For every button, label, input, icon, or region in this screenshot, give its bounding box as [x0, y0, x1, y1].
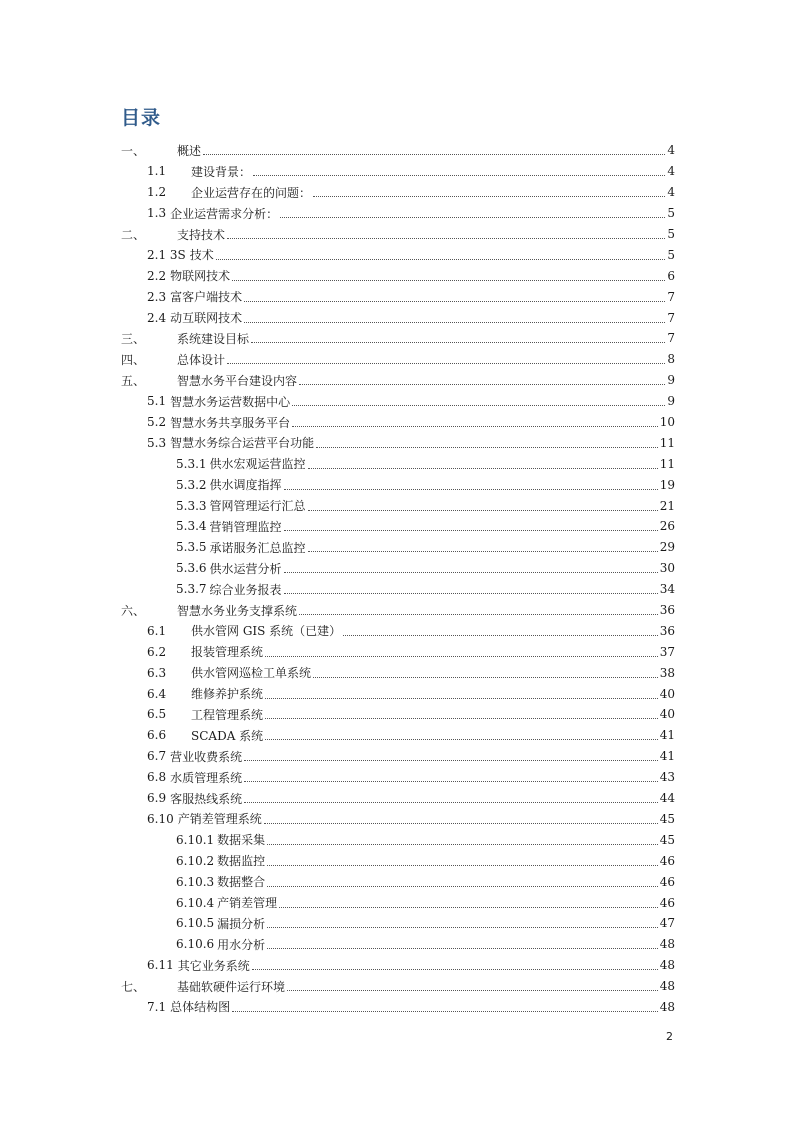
toc-entry-number: 5.3.6 [176, 561, 207, 576]
toc-entry-page: 11 [659, 435, 675, 450]
toc-dot-leader [299, 605, 658, 615]
toc-entry-number: 七、 [121, 979, 146, 994]
toc-entry[interactable] [121, 620, 675, 641]
toc-entry-title: 系统建设目标 [177, 331, 250, 346]
toc-dot-leader [284, 480, 658, 490]
toc-entry[interactable] [121, 600, 675, 621]
toc-entry[interactable] [121, 161, 675, 182]
toc-dot-leader [287, 981, 658, 991]
toc-entry-number: 6.10.6 [176, 937, 215, 952]
toc-entry[interactable] [121, 474, 675, 495]
toc-entry[interactable] [121, 976, 675, 997]
toc-entry-number: 6.6 [147, 728, 167, 743]
toc-dot-leader [244, 793, 658, 803]
toc-dot-leader [267, 835, 658, 845]
toc-entry-title: 技术 [189, 248, 214, 263]
toc-entry-page: 7 [667, 289, 675, 304]
toc-entry-page: 9 [667, 394, 675, 409]
toc-entry-title: 供水管网巡检工单系统 [191, 666, 312, 681]
toc-entry[interactable] [121, 579, 675, 600]
toc-dot-leader [284, 521, 658, 531]
toc-entry-number: 6.3 [147, 665, 167, 680]
toc-dot-leader [308, 542, 658, 552]
toc-entry-page: 43 [659, 770, 675, 785]
toc-entry[interactable] [121, 495, 675, 516]
toc-entry-number: 5.3.3 [176, 498, 207, 513]
toc-entry[interactable] [121, 662, 675, 683]
toc-entry-page: 41 [659, 728, 675, 743]
toc-entry[interactable] [121, 955, 675, 976]
toc-entry-number: 6.10 [147, 811, 174, 826]
toc-entry[interactable] [121, 140, 675, 161]
toc-entry-number: 6.2 [147, 644, 167, 659]
toc-entry-page: 41 [659, 749, 675, 764]
toc-entry-page: 8 [667, 352, 675, 367]
toc-entry[interactable] [121, 683, 675, 704]
toc-entry-number: 三、 [121, 331, 146, 346]
toc-entry-title: 支持技术 [177, 227, 226, 242]
toc-entry-page: 5 [667, 206, 675, 221]
toc-entry[interactable] [121, 871, 675, 892]
toc-entry-page: 45 [659, 811, 675, 826]
toc-entry[interactable] [121, 265, 675, 286]
toc-entry-page: 34 [659, 582, 675, 597]
page-number: 2 [666, 1030, 673, 1043]
toc-dot-leader [279, 898, 658, 908]
toc-entry-title: 产销差管理系统 [177, 812, 262, 827]
toc-entry-number: 5.3 [147, 435, 167, 450]
toc-entry[interactable] [121, 829, 675, 850]
toc-heading: 目录 [121, 107, 162, 129]
toc-entry-number: 6.1 [147, 623, 167, 638]
toc-entry[interactable] [121, 286, 675, 307]
toc-entry[interactable] [121, 850, 675, 871]
toc-entry-number: 5.3.1 [176, 456, 207, 471]
toc-entry-number: 6.10.4 [176, 895, 215, 910]
toc-dot-leader [232, 1002, 658, 1012]
toc-entry[interactable] [121, 203, 675, 224]
toc-entry[interactable] [121, 432, 675, 453]
toc-dot-leader [292, 396, 665, 406]
toc-entry-title: 承诺服务汇总监控 [209, 540, 306, 555]
toc-entry[interactable] [121, 892, 675, 913]
toc-dot-leader [244, 772, 658, 782]
toc-entry[interactable] [121, 641, 675, 662]
toc-entry[interactable] [121, 328, 675, 349]
toc-entry[interactable] [121, 704, 675, 725]
toc-dot-leader [265, 730, 658, 740]
toc-entry-page: 46 [659, 853, 675, 868]
toc-dot-leader [252, 960, 658, 970]
toc-entry[interactable] [121, 934, 675, 955]
toc-entry-title: 供水管网 GIS 系统（已建） [191, 624, 342, 639]
toc-entry-title: 数据整合 [217, 875, 266, 890]
toc-entry-page: 10 [659, 415, 675, 430]
toc-dot-leader [227, 229, 665, 239]
toc-entry-page: 29 [659, 540, 675, 555]
toc-dot-leader [267, 939, 658, 949]
toc-dot-leader [267, 856, 658, 866]
toc-entry-page: 47 [659, 916, 675, 931]
toc-entry[interactable] [121, 182, 675, 203]
toc-entry-title: 企业运营需求分析： [170, 206, 279, 221]
toc-entry-page: 48 [659, 958, 675, 973]
toc-entry-title: 基础软硬件运行环境 [177, 979, 286, 994]
toc-entry-number: 5.3.7 [176, 582, 207, 597]
toc-entry-title: 数据采集 [217, 833, 266, 848]
toc-dot-leader [343, 626, 658, 636]
toc-entry[interactable] [121, 244, 675, 265]
toc-entry-title: 总体结构图 [170, 1000, 231, 1015]
toc-entry-number: 5.3.4 [176, 519, 207, 534]
toc-entry-title: 智慧水务共享服务平台 [170, 415, 291, 430]
toc-entry[interactable] [121, 788, 675, 809]
toc-entry-number: 6.10.3 [176, 874, 215, 889]
toc-entry-page: 36 [659, 623, 675, 638]
toc-entry-number: 6.5 [147, 707, 167, 722]
toc-entry-title: 水质管理系统 [170, 770, 243, 785]
toc-dot-leader [267, 918, 658, 928]
toc-entry-number: 6.7 [147, 749, 167, 764]
toc-entry[interactable] [121, 558, 675, 579]
toc-entry-title: 物联网技术 [170, 269, 231, 284]
toc-entry-title: 管网管理运行汇总 [209, 499, 306, 514]
toc-entry-page: 9 [667, 373, 675, 388]
toc-entry-number: 一、 [121, 143, 146, 158]
toc-entry-number: 5.1 [147, 394, 167, 409]
toc-dot-leader [280, 208, 665, 218]
toc-entry-title: 智慧水务综合运营平台功能 [170, 436, 315, 451]
toc-entry-title: 其它业务系统 [177, 958, 250, 973]
toc-entry-number: 6.8 [147, 770, 167, 785]
toc-entry-title: 智慧水务业务支撑系统 [177, 603, 298, 618]
toc-dot-leader [264, 814, 658, 824]
toc-dot-leader [265, 709, 658, 719]
toc-entry-page: 4 [667, 143, 675, 158]
toc-dot-leader [244, 751, 658, 761]
toc-entry-number: 五、 [121, 373, 146, 388]
toc-entry-title: 营销管理监控 [209, 519, 282, 534]
toc-entry[interactable] [121, 370, 675, 391]
toc-entry-page: 5 [667, 247, 675, 262]
toc-dot-leader [292, 417, 658, 427]
toc-entry-number: 5.3.5 [176, 540, 207, 555]
toc-entry-title: 供水运营分析 [209, 561, 282, 576]
toc-entry-page: 7 [667, 331, 675, 346]
toc-entry-number: 6.10.1 [176, 832, 215, 847]
toc-entry-page: 21 [659, 498, 675, 513]
toc-entry-title: 智慧水务平台建设内容 [177, 373, 298, 388]
toc-entry-page: 48 [659, 979, 675, 994]
toc-entry-number: 6.10.2 [176, 853, 215, 868]
toc-dot-leader [267, 877, 658, 887]
toc-dot-leader [253, 166, 665, 176]
toc-entry[interactable] [121, 913, 675, 934]
toc-dot-leader [251, 333, 665, 343]
toc-dot-leader [232, 271, 665, 281]
toc-entry-title: 供水调度指挥 [209, 478, 282, 493]
toc-entry-page: 11 [659, 456, 675, 471]
toc-dot-leader [203, 145, 665, 155]
toc-dot-leader [308, 459, 658, 469]
toc-entry-title: SCADA 系统 [191, 728, 264, 743]
toc-dot-leader [265, 689, 658, 699]
toc-entry-page: 45 [659, 832, 675, 847]
toc-entry-title: 企业运营存在的问题： [191, 185, 312, 200]
toc-entry-number: 6.4 [147, 686, 167, 701]
toc-entry-page: 44 [659, 791, 675, 806]
toc-entry-title: 动互联网技术 [170, 311, 243, 326]
toc-entry-title: 总体设计 [177, 352, 226, 367]
toc-entry-page: 19 [659, 477, 675, 492]
toc-entry-number: 5.3.2 [176, 477, 207, 492]
toc-entry-page: 46 [659, 895, 675, 910]
toc-entry-number: 5.2 [147, 415, 167, 430]
toc-entry-title: 供水宏观运营监控 [209, 457, 306, 472]
toc-entry-number: 六、 [121, 603, 146, 618]
toc-entry-page: 7 [667, 310, 675, 325]
toc-entry-number: 6.10.5 [176, 916, 215, 931]
toc-dot-leader [313, 187, 665, 197]
toc-entry-page: 48 [659, 937, 675, 952]
toc-entry-title: 数据监控 [217, 854, 266, 869]
toc-entry-number: 7.1 [147, 999, 167, 1014]
toc-entry-page: 30 [659, 561, 675, 576]
toc-entry-page: 37 [659, 644, 675, 659]
toc-entry[interactable] [121, 516, 675, 537]
toc-entry[interactable] [121, 412, 675, 433]
toc-entry[interactable] [121, 307, 675, 328]
toc-entry-page: 40 [659, 707, 675, 722]
toc-entry[interactable] [121, 224, 675, 245]
toc-entry-title: 综合业务报表 [209, 582, 282, 597]
toc-entry-title: 漏损分析 [217, 916, 266, 931]
toc-dot-leader [284, 563, 658, 573]
toc-entry-number: 2.4 [147, 310, 167, 325]
toc-entry-number: 6.9 [147, 791, 167, 806]
toc-entry[interactable] [121, 809, 675, 830]
toc-entry-title: 客服热线系统 [170, 791, 243, 806]
toc-entry-page: 6 [667, 268, 675, 283]
toc-entry[interactable] [121, 537, 675, 558]
toc-dot-leader [244, 313, 665, 323]
toc-dot-leader [316, 438, 658, 448]
toc-entry-title: 富客户端技术 [170, 290, 243, 305]
toc-dot-leader [313, 668, 658, 678]
toc-entry-number: 1.1 [147, 164, 167, 179]
toc-entry-number: 2.1 3S [147, 247, 186, 262]
toc-entry-number: 2.3 [147, 289, 167, 304]
toc-dot-leader [216, 250, 666, 260]
toc-dot-leader [244, 292, 665, 302]
toc-entry-number: 1.2 [147, 185, 167, 200]
toc-entry[interactable] [121, 349, 675, 370]
toc-entry-page: 40 [659, 686, 675, 701]
toc-entry-page: 4 [667, 164, 675, 179]
toc-entry-title: 产销差管理 [217, 896, 278, 910]
toc-entry-page: 38 [659, 665, 675, 680]
toc-entry-page: 26 [659, 519, 675, 534]
toc-entry[interactable] [121, 391, 675, 412]
toc-dot-leader [308, 501, 658, 511]
toc-entry-page: 5 [667, 227, 675, 241]
toc-dot-leader [265, 647, 658, 657]
toc-entry-page: 48 [659, 999, 675, 1014]
toc-entry-number: 二、 [121, 227, 146, 242]
toc-entry[interactable] [121, 997, 675, 1018]
toc-entry-title: 智慧水务运营数据中心 [170, 394, 291, 409]
toc-entry[interactable] [121, 746, 675, 767]
table-of-contents [121, 140, 675, 1017]
toc-dot-leader [284, 584, 658, 594]
toc-entry-title: 概述 [177, 143, 202, 158]
toc-dot-leader [299, 375, 665, 385]
toc-entry-title: 营业收费系统 [170, 749, 243, 764]
toc-entry[interactable] [121, 767, 675, 788]
toc-entry[interactable] [121, 453, 675, 474]
toc-entry[interactable] [121, 725, 675, 746]
toc-entry-title: 工程管理系统 [191, 707, 264, 722]
toc-entry-page: 4 [667, 185, 675, 200]
toc-entry-page: 46 [659, 874, 675, 889]
toc-entry-title: 用水分析 [217, 937, 266, 952]
toc-dot-leader [227, 354, 665, 364]
toc-entry-number: 6.11 [147, 958, 174, 973]
toc-entry-number: 四、 [121, 352, 146, 367]
toc-entry-number: 1.3 [147, 206, 167, 221]
toc-entry-title: 建设背景： [191, 164, 252, 179]
toc-entry-title: 报装管理系统 [191, 645, 264, 660]
toc-entry-page: 36 [659, 603, 675, 618]
toc-entry-title: 维修养护系统 [191, 687, 264, 702]
toc-entry-number: 2.2 [147, 268, 167, 283]
